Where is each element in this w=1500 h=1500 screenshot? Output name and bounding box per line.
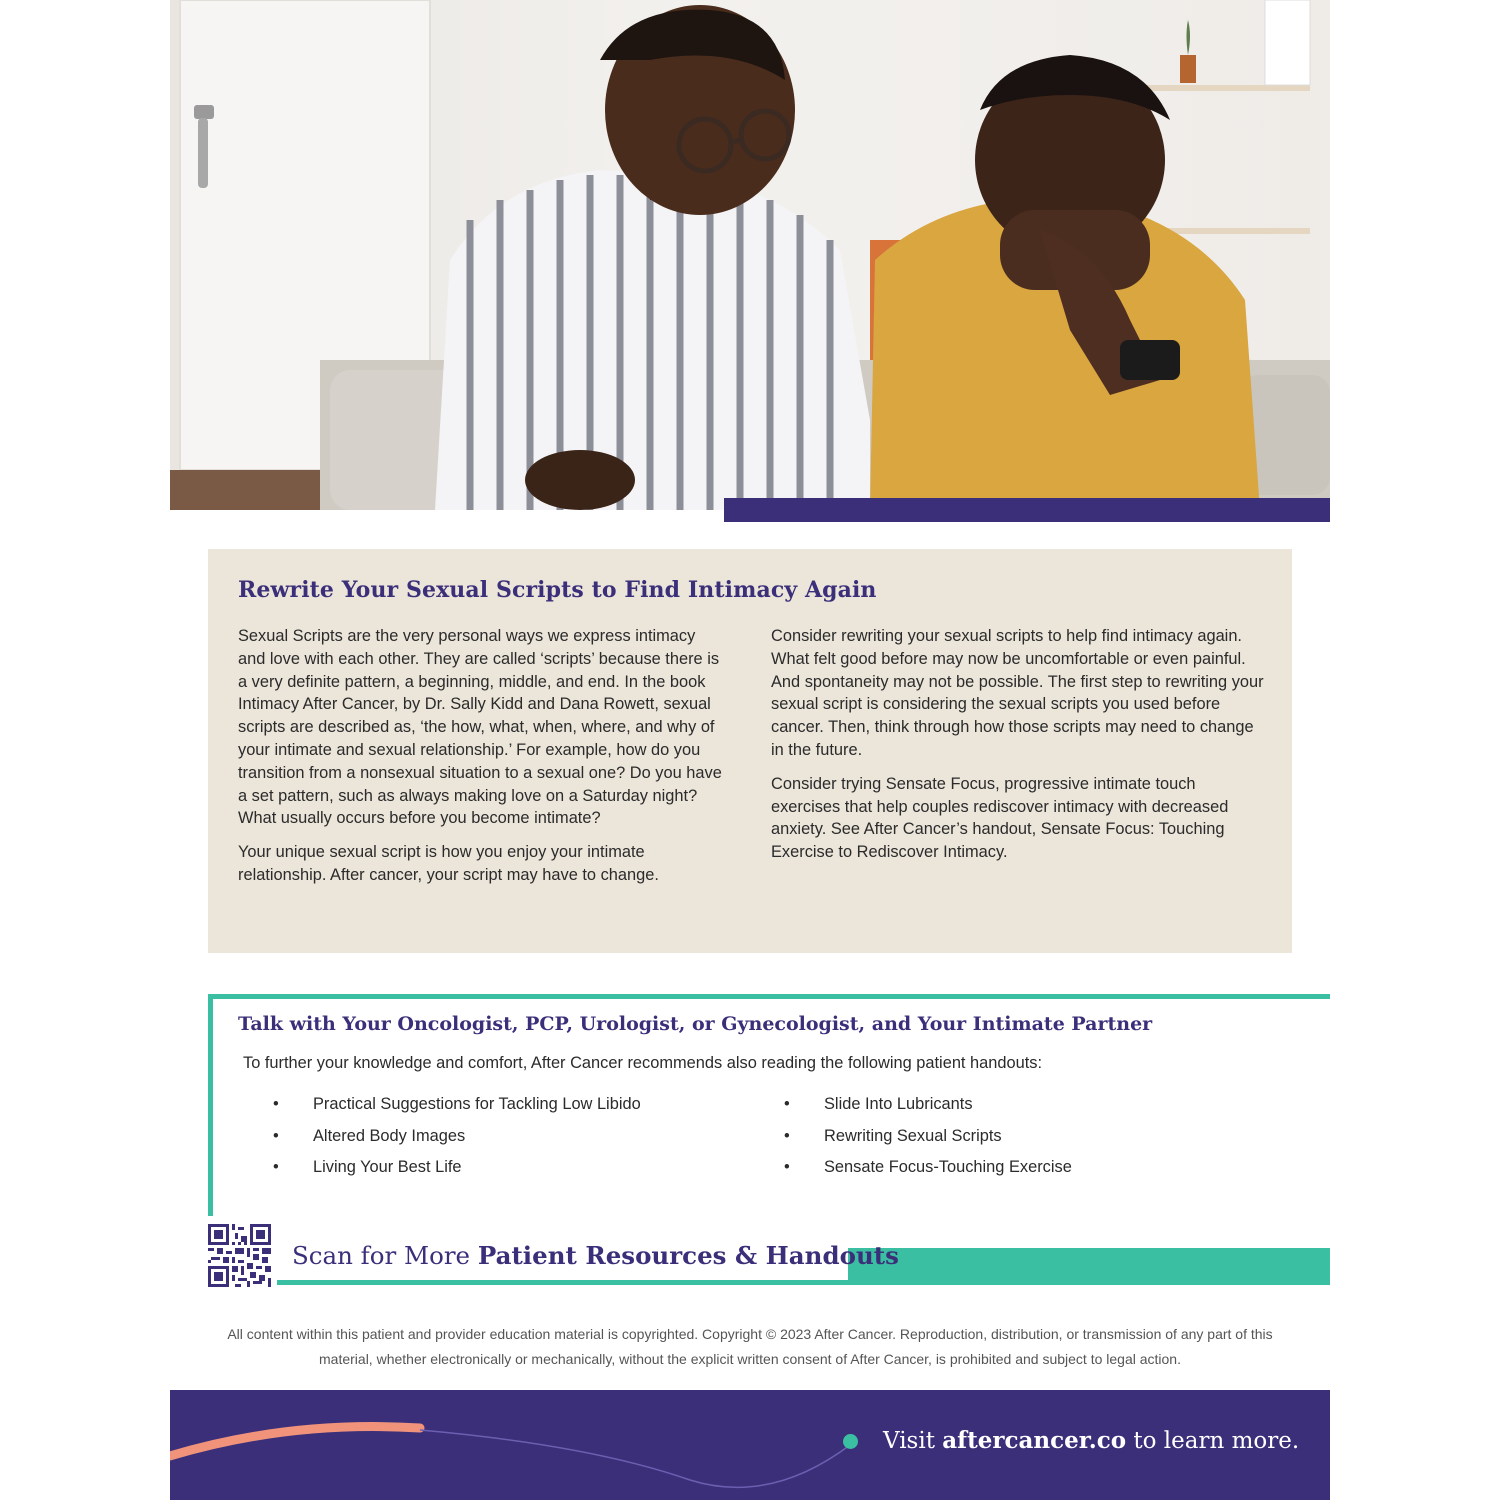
footer-visit-suffix: to learn more. xyxy=(1126,1428,1300,1454)
scripts-paragraph: Consider rewriting your sexual scripts to help find intimacy again. What felt good before may now be uncomfortable or even painful. And spontaneity may not be possible. The first step to rewriting your sexual script is considering the sexual scripts you used before cancer. Then, think through how those scripts may need to change in the future. xyxy=(771,627,1264,759)
handout-label: Slide Into Lubricants xyxy=(824,1095,973,1113)
handout-label: Sensate Focus-Touching Exercise xyxy=(824,1158,1072,1176)
handout-list-right xyxy=(784,1093,1244,1188)
scripts-section-title: Rewrite Your Sexual Scripts to Find Intimacy Again xyxy=(238,577,877,603)
footer-site-link[interactable]: aftercancer.co xyxy=(942,1427,1127,1454)
scan-banner-text xyxy=(292,1241,899,1270)
talk-section-left-border xyxy=(208,994,213,1216)
handout-label: Rewriting Sexual Scripts xyxy=(824,1126,1002,1145)
talk-section-intro: To further your knowledge and comfort, After Cancer recommends also reading the following patient handouts: xyxy=(243,1054,1043,1072)
bullet-icon: • xyxy=(273,1126,279,1145)
hero-illustration xyxy=(170,0,1330,510)
scripts-left-column xyxy=(238,625,724,898)
handout-item xyxy=(784,1093,1244,1125)
bullet-icon: • xyxy=(273,1158,279,1176)
footer-visit-text xyxy=(883,1427,1299,1454)
qr-code-icon[interactable] xyxy=(208,1224,271,1287)
copyright-notice: All content within this patient and provider education material is copyrighted. Copyright © 2023 After Cancer. Reproduction, distribution, or transmission of any part of this material, whether electronically or mechanically, without the explicit written consent of After Cancer, is prohibited and subject to legal action. xyxy=(227,1326,1273,1367)
scripts-paragraph: Your unique sexual script is how you enjoy your intimate relationship. After cancer, your script may have to change. xyxy=(238,843,659,884)
handout-item xyxy=(273,1093,733,1125)
footer-visit-prefix: Visit xyxy=(883,1428,943,1454)
handout-item xyxy=(784,1156,1244,1188)
footer-dot-icon xyxy=(843,1434,858,1449)
handout-label: Altered Body Images xyxy=(313,1126,466,1145)
talk-section-top-border xyxy=(208,994,1330,999)
handout-list-left xyxy=(273,1093,733,1188)
bullet-icon: • xyxy=(784,1158,790,1176)
scan-banner-block xyxy=(848,1248,1330,1285)
handout-item xyxy=(784,1125,1244,1157)
hero-photo xyxy=(170,0,1330,510)
handout-label: Practical Suggestions for Tackling Low Libido xyxy=(313,1095,641,1113)
scan-banner-prefix: Scan for More xyxy=(292,1241,478,1270)
handout-label: Living Your Best Life xyxy=(313,1158,462,1176)
bullet-icon: • xyxy=(784,1095,790,1113)
bullet-icon: • xyxy=(784,1126,790,1145)
hero-accent-bar xyxy=(724,498,1330,522)
scripts-paragraph: Consider trying Sensate Focus, progressive intimate touch exercises that help couples rediscover intimacy with decreased anxiety. See After Cancer’s handout, Sensate Focus: Touching Exercise to Rediscover Intimacy. xyxy=(771,774,1229,862)
talk-section-title: Talk with Your Oncologist, PCP, Urologist, or Gynecologist, and Your Intimate Partner xyxy=(238,1013,1153,1035)
handout-item xyxy=(273,1125,733,1157)
handout-item xyxy=(273,1156,733,1188)
bullet-icon: • xyxy=(273,1095,279,1113)
scan-banner-emphasis: Patient Resources & Handouts xyxy=(477,1241,899,1270)
scripts-paragraph: Sexual Scripts are the very personal ways we express intimacy and love with each other. They are called ‘scripts’ because there is a very definite pattern, a beginning, middle, and end. In the book Intimacy After Cancer, by Dr. Sally Kidd and Dana Rowett, sexual scripts are described as, ‘the how, what, when, where, and why of your intimate and sexual relationship.’ For example, how do you transition from a nonsexual situation to a sexual one? Do you have a set pattern, such as always making love on a Saturday night? What usually occurs before you become intimate? xyxy=(238,627,722,828)
scripts-right-column xyxy=(771,625,1265,875)
